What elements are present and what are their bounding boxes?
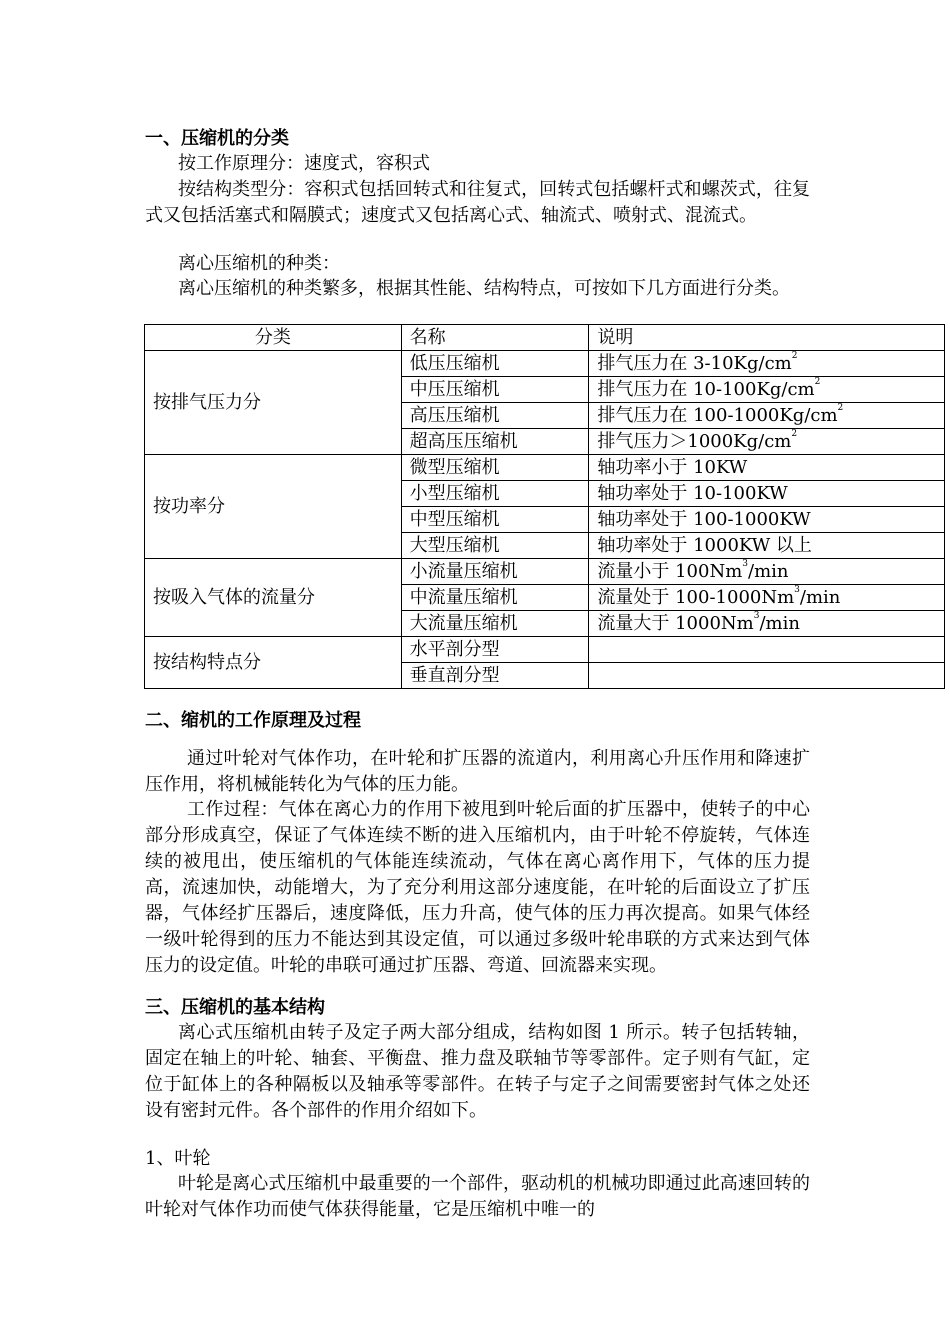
subsection-heading: 1、叶轮: [145, 1148, 211, 1169]
name-cell: 中压压缩机: [401, 377, 589, 403]
paragraph: 叶轮是离心式压缩机中最重要的一个部件，驱动机的机械功即通过此高速回转的叶轮对气体作功而使气体获得能量，它是压缩机中唯一的: [145, 1173, 810, 1220]
name-cell: 高压压缩机: [401, 403, 589, 429]
table-row: [145, 351, 945, 377]
paragraph: 离心压缩机的种类：: [178, 253, 340, 274]
description-cell: 流量处于 100-1000Nm$^3$/min: [589, 585, 945, 611]
name-cell: 超高压压缩机: [401, 429, 589, 455]
name-cell: 大流量压缩机: [401, 611, 589, 637]
paragraph: 工作过程：气体在离心力的作用下被甩到叶轮后面的扩压器中，使转子的中心部分形成真空，保证了气体连续不断的进入压缩机内，由于叶轮不停旋转，气体连续的被甩出，使压缩机的气体能连续流动，气体在离心离作用下，气体的压力提高，流速加快，动能增大，为了充分利用这部分速度能，在叶轮的后面设立了扩压器，气体经扩压器后，速度降低，压力升高，使气体的压力再次提高。如果气体经一级叶轮得到的压力不能达到其设定值，可以通过多级叶轮串联的方式来达到气体压力的设定值。叶轮的串联可通过扩压器、弯道、回流器来实现。: [145, 799, 810, 976]
name-cell: 低压压缩机: [401, 351, 589, 377]
column-header-category: 分类: [145, 325, 402, 351]
description-cell: 排气压力$>1000Kg/cm^2$: [589, 429, 945, 455]
classification-table: [144, 324, 945, 689]
description-cell: 排气压力在 $3-10Kg/cm^2$: [589, 351, 945, 377]
column-header-name: 名称: [401, 325, 589, 351]
category-cell: 按吸入气体的流量分: [145, 559, 402, 637]
paragraph: 按结构类型分：容积式包括回转式和往复式，回转式包括螺杆式和螺茨式，往复式又包括活塞式和隔膜式；速度式又包括离心式、轴流式、喷射式、混流式。: [145, 179, 810, 226]
paragraph: 通过叶轮对气体作功，在叶轮和扩压器的流道内，利用离心升压作用和降速扩压作用，将机械能转化为气体的压力能。: [145, 748, 810, 795]
paragraph: 离心式压缩机由转子及定子两大部分组成，结构如图 1 所示。转子包括转轴，固定在轴上的叶轮、轴套、平衡盘、推力盘及联轴节等零部件。定子则有气缸，定位于缸体上的各种隔板以及轴承等零部件。在转子与定子之间需要密封气体之处还设有密封元件。各个部件的作用介绍如下。: [145, 1022, 810, 1121]
description-cell: 流量大于 1000Nm$^3$/min: [589, 611, 945, 637]
table-row: [145, 559, 945, 585]
name-cell: 大型压缩机: [401, 533, 589, 559]
table-row: [145, 455, 945, 481]
description-cell: [589, 663, 945, 689]
table-header-row: [145, 325, 945, 351]
description-cell: 轴功率处于 1000KW 以上: [589, 533, 945, 559]
category-cell: 按排气压力分: [145, 351, 402, 455]
paragraph: 按工作原理分：速度式，容积式: [178, 153, 430, 174]
section-2-heading: 二、缩机的工作原理及过程: [145, 710, 361, 731]
name-cell: 微型压缩机: [401, 455, 589, 481]
name-cell: 小流量压缩机: [401, 559, 589, 585]
category-cell: 按功率分: [145, 455, 402, 559]
name-cell: 中流量压缩机: [401, 585, 589, 611]
table-row: [145, 637, 945, 663]
name-cell: 小型压缩机: [401, 481, 589, 507]
name-cell: 垂直剖分型: [401, 663, 589, 689]
description-cell: 轴功率处于 100-1000KW: [589, 507, 945, 533]
column-header-description: 说明: [589, 325, 945, 351]
paragraph: 离心压缩机的种类繁多，根据其性能、结构特点，可按如下几方面进行分类。: [178, 278, 790, 299]
description-cell: 轴功率处于 10-100KW: [589, 481, 945, 507]
description-cell: [589, 637, 945, 663]
section-1-heading: 一、压缩机的分类: [145, 128, 289, 149]
description-cell: 排气压力在 $100-1000Kg/cm^2$: [589, 403, 945, 429]
description-cell: 排气压力在 $10-100Kg/cm^2$: [589, 377, 945, 403]
description-cell: 流量小于 100Nm$^3$/min: [589, 559, 945, 585]
name-cell: 水平剖分型: [401, 637, 589, 663]
description-cell: 轴功率小于 10KW: [589, 455, 945, 481]
category-cell: 按结构特点分: [145, 637, 402, 689]
name-cell: 中型压缩机: [401, 507, 589, 533]
section-3-heading: 三、压缩机的基本结构: [145, 997, 325, 1018]
